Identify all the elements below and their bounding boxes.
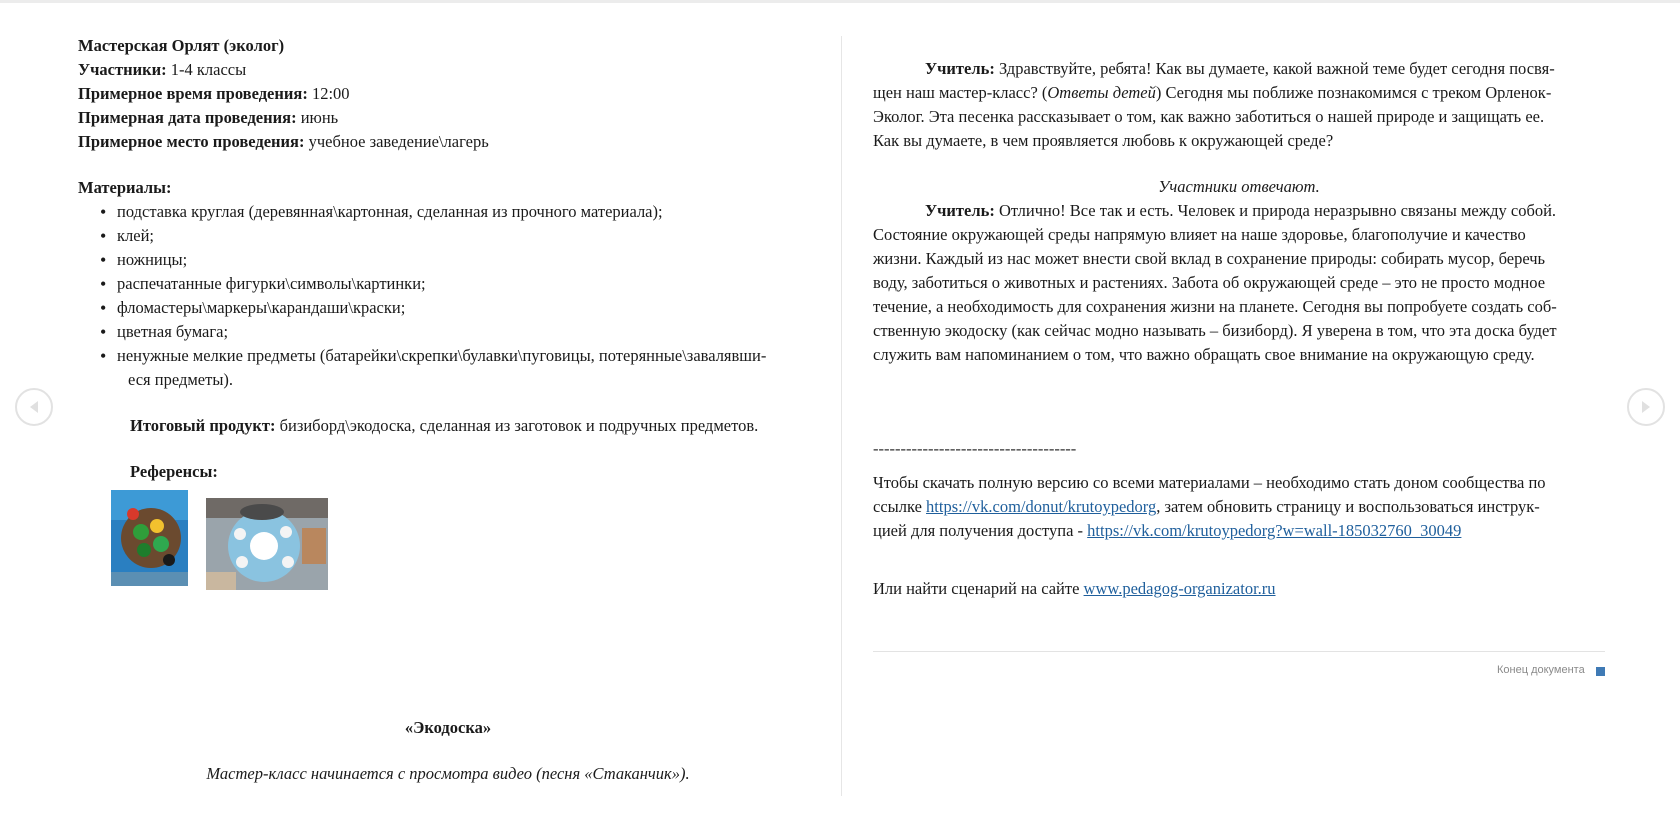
meta-place: Примерное место проведения: учебное заведение\лагерь (78, 132, 489, 151)
meta-participants: Участники: 1-4 классы (78, 60, 247, 79)
next-page-button[interactable] (1627, 388, 1665, 426)
left-page-bottom (78, 716, 818, 786)
list-item: • ненужные мелкие предметы (батарейки\скрепки\булавки\пуговицы, потерянные\завалявши- еся предметы). (104, 344, 818, 392)
meta-date: Примерная дата проведения: июнь (78, 108, 339, 127)
participants-answer: Участники отвечают. (1158, 177, 1320, 196)
teacher-paragraph-1: Учитель: Здравствуйте, ребята! Как вы думаете, какой важной теме будет сегодня посвя- (925, 59, 1555, 78)
references-images (78, 490, 818, 590)
reference-image-2 (206, 498, 328, 590)
list-item: • распечатанные фигурки\символы\картинки; (104, 272, 818, 296)
wall-link[interactable]: https://vk.com/krutoypedorg?w=wall-185032760_30049 (1087, 521, 1462, 540)
site-link[interactable]: www.pedagog-organizator.ru (1083, 579, 1276, 598)
download-text: Чтобы скачать полную версию со всеми материалами – необходимо стать доном сообщества по (873, 473, 1546, 492)
end-marker-icon (1596, 667, 1605, 676)
final-product: Итоговый продукт: бизиборд\экодоска, сделанная из заготовок и подручных предметов. (130, 416, 759, 435)
references-label: Референсы: (130, 462, 218, 481)
reference-image-1 (111, 490, 188, 586)
section-title: «Экодоска» (404, 718, 492, 737)
previous-page-button[interactable] (15, 388, 53, 426)
list-item: • подставка круглая (деревянная\картонная, сделанная из прочного материала); (104, 200, 818, 224)
dash-separator: ------------------------------------- (873, 439, 1077, 458)
materials-heading: Материалы: (78, 178, 172, 197)
list-item: • клей; (104, 224, 818, 248)
materials-list (78, 200, 818, 392)
end-separator (873, 651, 1605, 652)
list-item: • фломастеры\маркеры\карандаши\краски; (104, 296, 818, 320)
intro-text: Мастер-класс начинается с просмотра видео (песня «Стаканчик»). (206, 764, 690, 783)
end-of-document-label: Конец документа (1497, 664, 1585, 676)
list-item: • цветная бумага; (104, 320, 818, 344)
chevron-left-icon (27, 399, 41, 415)
chevron-right-icon (1639, 399, 1653, 415)
right-page: Учитель: Здравствуйте, ребята! Как вы думаете, какой важной теме будет сегодня посвя- щен наш мастер-класс? (Ответы детей) Сегодня мы поближе познакомимся с треком Орленок- Эколог. Эта песенка рассказывает о том, как важно заботиться о нашей природе и защищать ее. Как вы думаете, в чем проявляется любовь к окружающей среде? Участники отвечают. Учитель: Отлично! Все так и есть. Человек и природа неразрывно связаны между собой. Состояние окружающей среды напрямую влияет на наше здоровье, благополучие и качество жизни. Каждый из нас может внести свой вклад в сохранение природы: собирать мусор, беречь воду, заботиться о животных и растениях. Забота об окружающей среде – это не просто модное течение, а необходимость для сохранения жизни на планете. Сегодня вы попробуете создать соб- ственную экодоску (как сейчас модно называть – бизиборд). Я уверена в том, что эта доска будет служить вам напоминанием о том, что важно обращать свое внимание на окружающую среду. ------------------------------------- Чтобы скачать полную версию со всеми материалами – необходимо стать доном сообщества по ссылке https://vk.com/donut/krutoypedorg, затем обновить страницу и воспользоваться инструк- цией для получения доступа - https://vk.com/krutoypedorg?w=wall-185032760_30049 Или найти сценарий на сайте www.pedagog-organizator.ru (873, 57, 1605, 601)
page-divider (841, 36, 842, 796)
donut-link[interactable]: https://vk.com/donut/krutoypedorg (926, 497, 1157, 516)
left-page (78, 34, 818, 590)
teacher-paragraph-2: Учитель: Отлично! Все так и есть. Человек и природа неразрывно связаны между собой. (925, 201, 1557, 220)
document-title: Мастерская Орлят (эколог) (78, 36, 285, 55)
top-border (0, 0, 1680, 3)
list-item: • ножницы; (104, 248, 818, 272)
meta-time: Примерное время проведения: 12:00 (78, 84, 350, 103)
